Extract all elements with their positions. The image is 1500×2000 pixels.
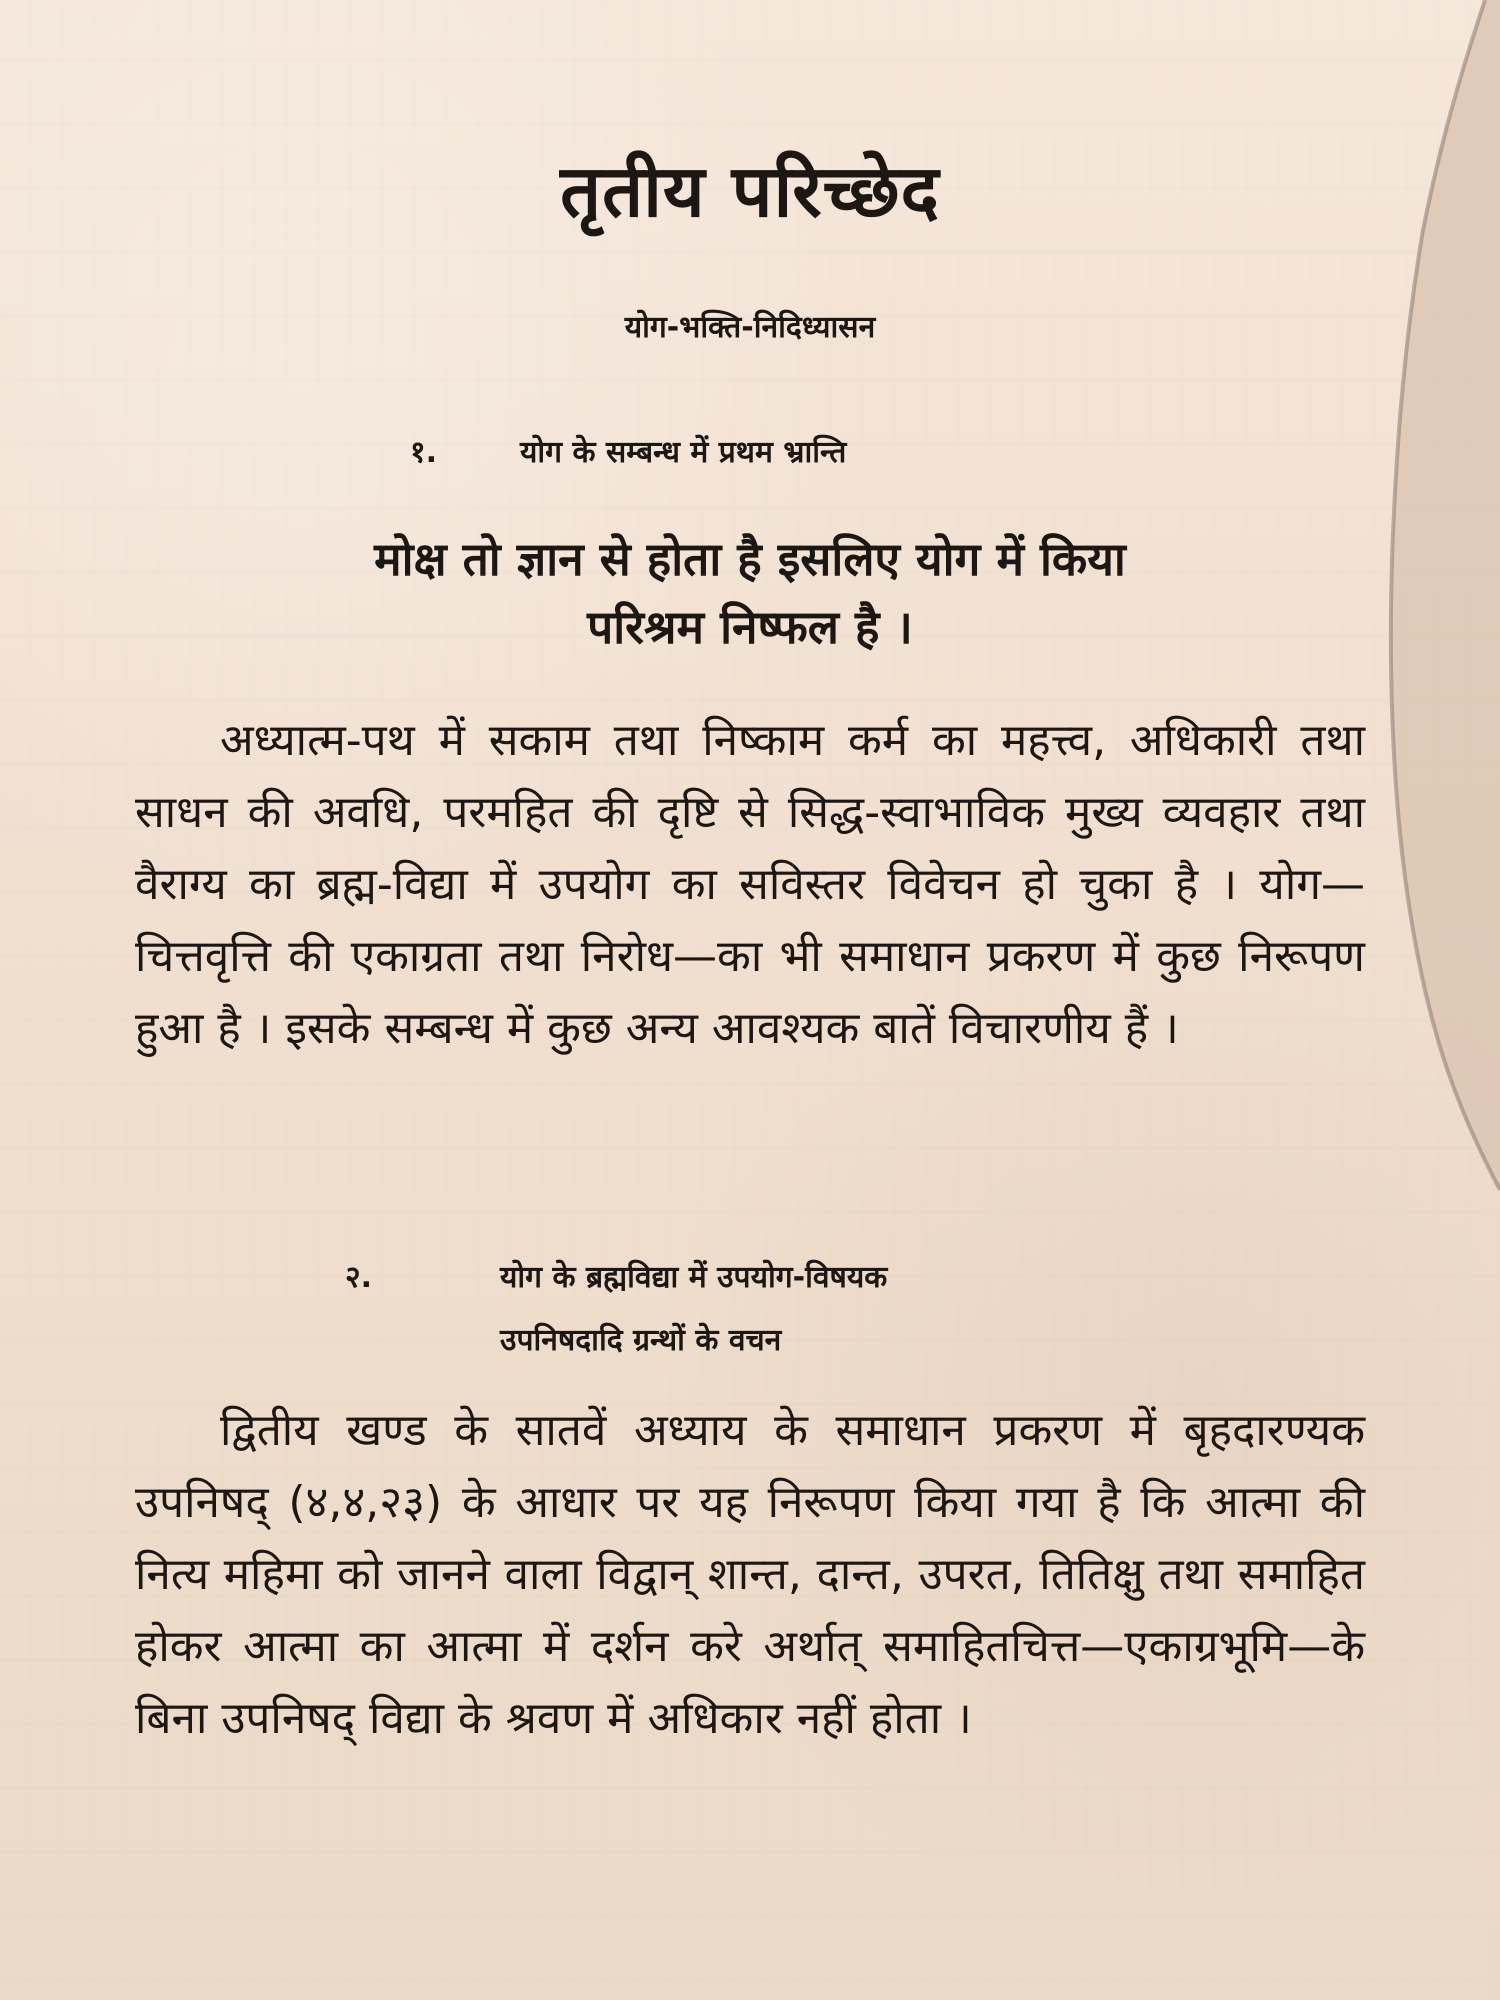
section-1-statement-line-1: मोक्ष तो ज्ञान से होता है इसलिए योग में किया bbox=[374, 532, 1126, 586]
section-1-paragraph: अध्यात्म-पथ में सकाम तथा निष्काम कर्म का महत्त्व, अधिकारी तथा साधन की अवधि, परमहित की दृष्टि से सिद्ध-स्वाभाविक मुख्य व्यवहार तथा वैराग्य का ब्रह्म-विद्या में उपयोग का सविस्तर विवेचन हो चुका है । योग—चित्तवृत्ति की एकाग्रता तथा निरोध—का भी समाधान प्रकरण में कुछ निरूपण हुआ है । इसके सम्बन्ध में कुछ अन्य आवश्यक बातें विचारणीय हैं । bbox=[135, 715, 1365, 1054]
section-2-heading-line-1: योग के ब्रह्मविद्या में उपयोग-विषयक bbox=[500, 1260, 888, 1295]
chapter-subtitle: योग-भक्ति-निदिध्यासन bbox=[624, 310, 876, 345]
section-1-number: १. bbox=[410, 435, 437, 470]
section-2-paragraph: द्वितीय खण्ड के सातवें अध्याय के समाधान प्रकरण में बृहदारण्यक उपनिषद् (४,४,२३) के आधार पर यह निरूपण किया गया है कि आत्मा की नित्य महिमा को जानने वाला विद्वान् शान्त, दान्त, उपरत, तितिक्षु तथा समाहित होकर आत्मा का आत्मा में दर्शन करे अर्थात् समाहितचित्त—एकाग्रभूमि—के बिना उपनिषद् विद्या के श्रवण में अधिकार नहीं होता । bbox=[135, 1405, 1365, 1744]
section-1-heading: योग के सम्बन्ध में प्रथम भ्रान्ति bbox=[520, 435, 847, 470]
section-2-heading-line-2: उपनिषदादि ग्रन्थों के वचन bbox=[500, 1323, 782, 1358]
section-2-number: २. bbox=[345, 1260, 372, 1295]
section-1-statement-line-2: परिश्रम निष्फल है । bbox=[587, 600, 913, 654]
section-1-statement bbox=[220, 525, 1280, 661]
chapter-title: तृतीय परिच्छेद bbox=[560, 148, 940, 233]
